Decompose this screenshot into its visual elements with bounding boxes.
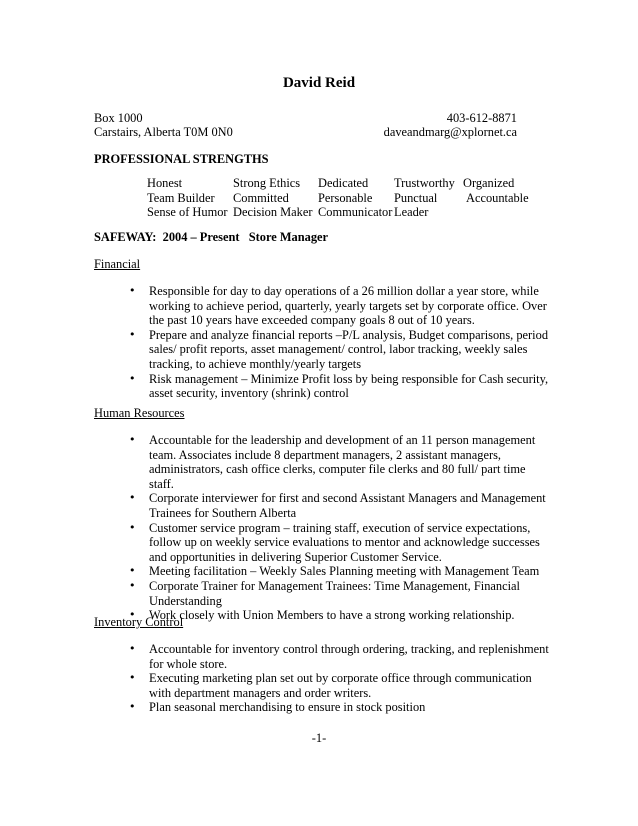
strength-item: Organized <box>463 176 515 190</box>
address-line-1: Box 1000 <box>94 111 143 125</box>
list-item: • Corporate Trainer for Management Trainees: Time Management, Financial Understanding <box>129 579 549 608</box>
phone-number: 403-612-8871 <box>446 111 517 125</box>
list-item: • Meeting facilitation – Weekly Sales Planning meeting with Management Team <box>129 564 549 579</box>
inventory-list <box>129 642 549 715</box>
strength-item: Dedicated <box>318 176 369 190</box>
strengths-row <box>147 205 543 220</box>
strengths-heading: PROFESSIONAL STRENGTHS <box>94 152 269 166</box>
list-item: • Executing marketing plan set out by corporate office through communication with department managers and order writers. <box>129 671 549 700</box>
strength-item: Personable <box>318 190 373 205</box>
list-item: • Accountable for inventory control through ordering, tracking, and replenishment for whole store. <box>129 642 549 671</box>
list-item: • Accountable for the leadership and development of an 11 person management team. Associates include 8 department managers, 2 assistant managers, administrators, cash office clerks, computer file clerks and 80 full/ part time staff. <box>129 433 549 491</box>
hr-list <box>129 433 549 623</box>
list-item: • Prepare and analyze financial reports –P/L analysis, Budget comparisons, period sales/ profit reports, asset management/ control, labor tracking, weekly sales tracking, to achieve monthly/yearly targets <box>129 328 549 372</box>
strengths-row <box>147 176 543 191</box>
strengths-table <box>147 176 543 220</box>
strength-item: Trustworthy <box>394 176 455 190</box>
resume-name: David Reid <box>282 75 356 91</box>
strength-item: Strong Ethics <box>233 176 301 190</box>
list-item: • Corporate interviewer for first and second Assistant Managers and Management Trainees for Southern Alberta <box>129 491 549 520</box>
strength-item: Sense of Humor <box>147 205 228 220</box>
strength-item <box>463 205 543 220</box>
list-item: • Plan seasonal merchandising to ensure in stock position <box>129 700 549 715</box>
strength-item: Committed <box>233 190 289 205</box>
strength-item: Honest <box>147 176 183 190</box>
financial-list <box>129 284 549 401</box>
list-item: • Work closely with Union Members to have a strong working relationship. <box>129 608 549 623</box>
strengths-row <box>147 191 543 206</box>
email-address: daveandmarg@xplornet.ca <box>383 125 517 139</box>
list-item: • Risk management – Minimize Profit loss by being responsible for Cash security, asset security, inventory (shrink) control <box>129 372 549 401</box>
job-heading: SAFEWAY: 2004 – Present Store Manager <box>94 230 329 244</box>
strength-item: Team Builder <box>147 190 215 205</box>
inventory-heading: Inventory Control <box>94 615 184 629</box>
strength-item: Communicator <box>318 205 393 220</box>
list-item: • Customer service program – training staff, execution of service expectations, follow up on weekly service evaluations to mentor and acknowledge successes and opportunities in delivering Superior Customer Service. <box>129 521 549 565</box>
strength-item: Decision Maker <box>233 205 313 220</box>
strength-item: Accountable <box>466 190 529 205</box>
list-item: • Responsible for day to day operations of a 26 million dollar a year store, while working to achieve period, quarterly, yearly targets set by corporate office. Over the past 10 years have exceeded company goals 8 out of 10 years. <box>129 284 549 328</box>
financial-heading: Financial <box>94 257 141 271</box>
strength-item: Leader <box>394 205 429 220</box>
page-number: -1- <box>311 731 327 745</box>
strength-item: Punctual <box>394 190 438 205</box>
hr-heading: Human Resources <box>94 406 185 420</box>
address-line-2: Carstairs, Alberta T0M 0N0 <box>94 125 233 139</box>
